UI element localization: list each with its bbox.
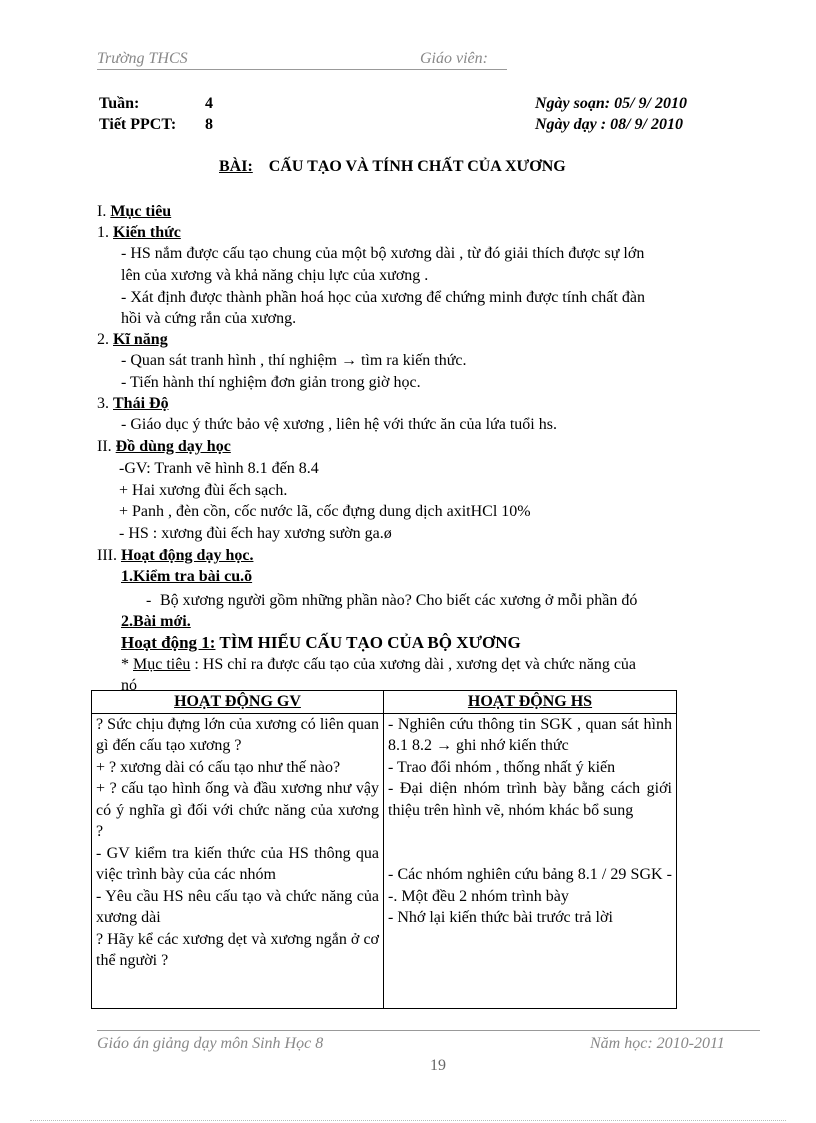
check-question: Bộ xương người gồm những phần nào? Cho biết các xương ở mỗi phần đó	[160, 592, 638, 609]
goal-line	[121, 654, 636, 675]
gv-item: + ? xương dài có cấu tạo như thế nào?	[96, 758, 341, 776]
gv-cell	[92, 713, 384, 1008]
page-number: 19	[430, 1057, 446, 1074]
material-item: - HS : xương đùi ếch hay xương sườn ga.ø	[119, 525, 392, 542]
table-header-row	[92, 691, 677, 714]
prep-date: Ngày soạn: 05/ 9/ 2010	[535, 95, 687, 112]
skills-heading	[97, 329, 168, 350]
knowledge-line: lên của xương và khả năng chịu lực của xương .	[121, 267, 429, 284]
hs-item: - Nghiên cứu thông tin SGK , quan sát hình 8.1 8.2 → ghi nhớ kiến thức	[388, 715, 672, 754]
heading-number: I.	[97, 203, 111, 220]
goal-prefix: *	[121, 656, 133, 673]
week-value: 4	[205, 95, 213, 112]
week-label: Tuần:	[99, 95, 140, 112]
gv-item: ? Sức chịu đựng lớn của xương có liên quan gì đến cấu tạo xương ?	[96, 715, 379, 754]
gv-item: ? Hãy kể các xương dẹt và xương ngắn ở cơ thể người ?	[96, 930, 379, 969]
activity-label: Hoạt động 1:	[121, 633, 216, 652]
knowledge-line: - HS nắm được cấu tạo chung của một bộ xương dài , từ đó giải thích được sự lớn	[121, 245, 645, 262]
heading-number: 3.	[97, 395, 113, 412]
heading-text: Thái Độ	[113, 395, 169, 412]
col-hs-header: HOẠT ĐỘNG HS	[384, 691, 677, 714]
activity-1-heading	[121, 632, 521, 653]
attitude-heading	[97, 393, 169, 414]
hs-item: - Đại diện nhóm trình bày bằng cách giới thiệu trên hình vẽ, nhóm khác bổ sung	[388, 780, 672, 819]
heading-text: Kiến thức	[113, 224, 181, 241]
check-heading: 1.Kiểm tra bài cu.õ	[121, 568, 253, 585]
heading-number: III.	[97, 547, 121, 564]
title-text: CẤU TẠO VÀ TÍNH CHẤT CỦA XƯƠNG	[268, 158, 566, 175]
gv-item: + ? cấu tạo hình ống và đầu xương như vậy có ý nghĩa gì đối với chức năng của xương ?	[96, 780, 379, 840]
lesson-title	[219, 156, 566, 177]
heading-text: Đồ dùng dạy học	[115, 438, 231, 455]
check-bullet: -	[146, 592, 152, 609]
heading-text: Mục tiêu	[110, 203, 172, 220]
table-row	[92, 713, 677, 1008]
knowledge-line: hồi và cứng rắn của xương.	[121, 310, 297, 327]
heading-number: 1.	[97, 224, 113, 241]
activity-title: TÌM HIỂU CẤU TẠO CỦA BỘ XƯƠNG	[215, 633, 521, 652]
hs-item: - Trao đổi nhóm , thống nhất ý kiến	[388, 758, 616, 776]
hs-item: - Các nhóm nghiên cứu bảng 8.1 / 29 SGK --. Một đều 2 nhóm trình bày	[388, 866, 672, 905]
skills-line: - Quan sát tranh hình , thí nghiệm → tìm ra kiến thức.	[121, 352, 467, 369]
hs-spacer	[388, 821, 672, 864]
new-lesson-heading: 2.Bài mới.	[121, 613, 191, 630]
footer-right: Năm học: 2010-2011	[590, 1035, 725, 1052]
hs-item: - Nhớ lại kiến thức bài trước trả lời	[388, 909, 613, 926]
teacher-label: Giáo viên:	[420, 50, 488, 67]
gv-item: - Yêu cầu HS nêu cấu tạo và chức năng của xương dài	[96, 887, 379, 926]
objectives-heading	[97, 201, 171, 222]
activity-table	[91, 690, 677, 1009]
period-value: 8	[205, 116, 213, 133]
materials-heading	[97, 436, 231, 457]
school-name: Trường THCS	[97, 50, 188, 67]
period-label: Tiết PPCT:	[99, 116, 177, 133]
col-gv-header: HOẠT ĐỘNG GV	[92, 691, 384, 714]
knowledge-heading	[97, 222, 181, 243]
teach-date: Ngày dạy : 08/ 9/ 2010	[535, 116, 683, 133]
heading-number: II.	[97, 438, 116, 455]
goal-label: Mục tiêu	[133, 656, 191, 673]
material-item: + Panh , đèn cồn, cốc nước lã, cốc đựng dung dịch axitHCl 10%	[119, 503, 531, 520]
goal-text: : HS chỉ ra được cấu tạo của xương dài , xương dẹt và chức năng của	[190, 656, 637, 673]
hs-cell	[384, 713, 677, 1008]
header-rule	[97, 69, 507, 70]
gv-item: - GV kiểm tra kiến thức của HS thông qua việc trình bày của các nhóm	[96, 844, 379, 883]
footer-left: Giáo án giảng dạy môn Sinh Học 8	[97, 1035, 324, 1052]
skills-line: - Tiến hành thí nghiệm đơn giản trong giờ học.	[121, 374, 421, 391]
heading-text: Hoạt động dạy học.	[120, 547, 254, 564]
attitude-line: - Giáo dục ý thức bảo vệ xương , liên hệ với thức ăn của lứa tuổi hs.	[121, 416, 557, 433]
knowledge-line: - Xát định được thành phần hoá học của xương để chứng minh được tính chất đàn	[121, 289, 645, 306]
material-item: -GV: Tranh vẽ hình 8.1 đến 8.4	[119, 460, 319, 477]
goal-line-2: nó	[121, 677, 137, 694]
page-edge	[30, 1120, 786, 1121]
activities-heading	[97, 545, 253, 566]
heading-text: Kĩ năng	[113, 331, 168, 348]
heading-number: 2.	[97, 331, 113, 348]
material-item: + Hai xương đùi ếch sạch.	[119, 482, 288, 499]
footer-rule	[97, 1030, 760, 1031]
title-prefix: BÀI:	[219, 158, 253, 175]
